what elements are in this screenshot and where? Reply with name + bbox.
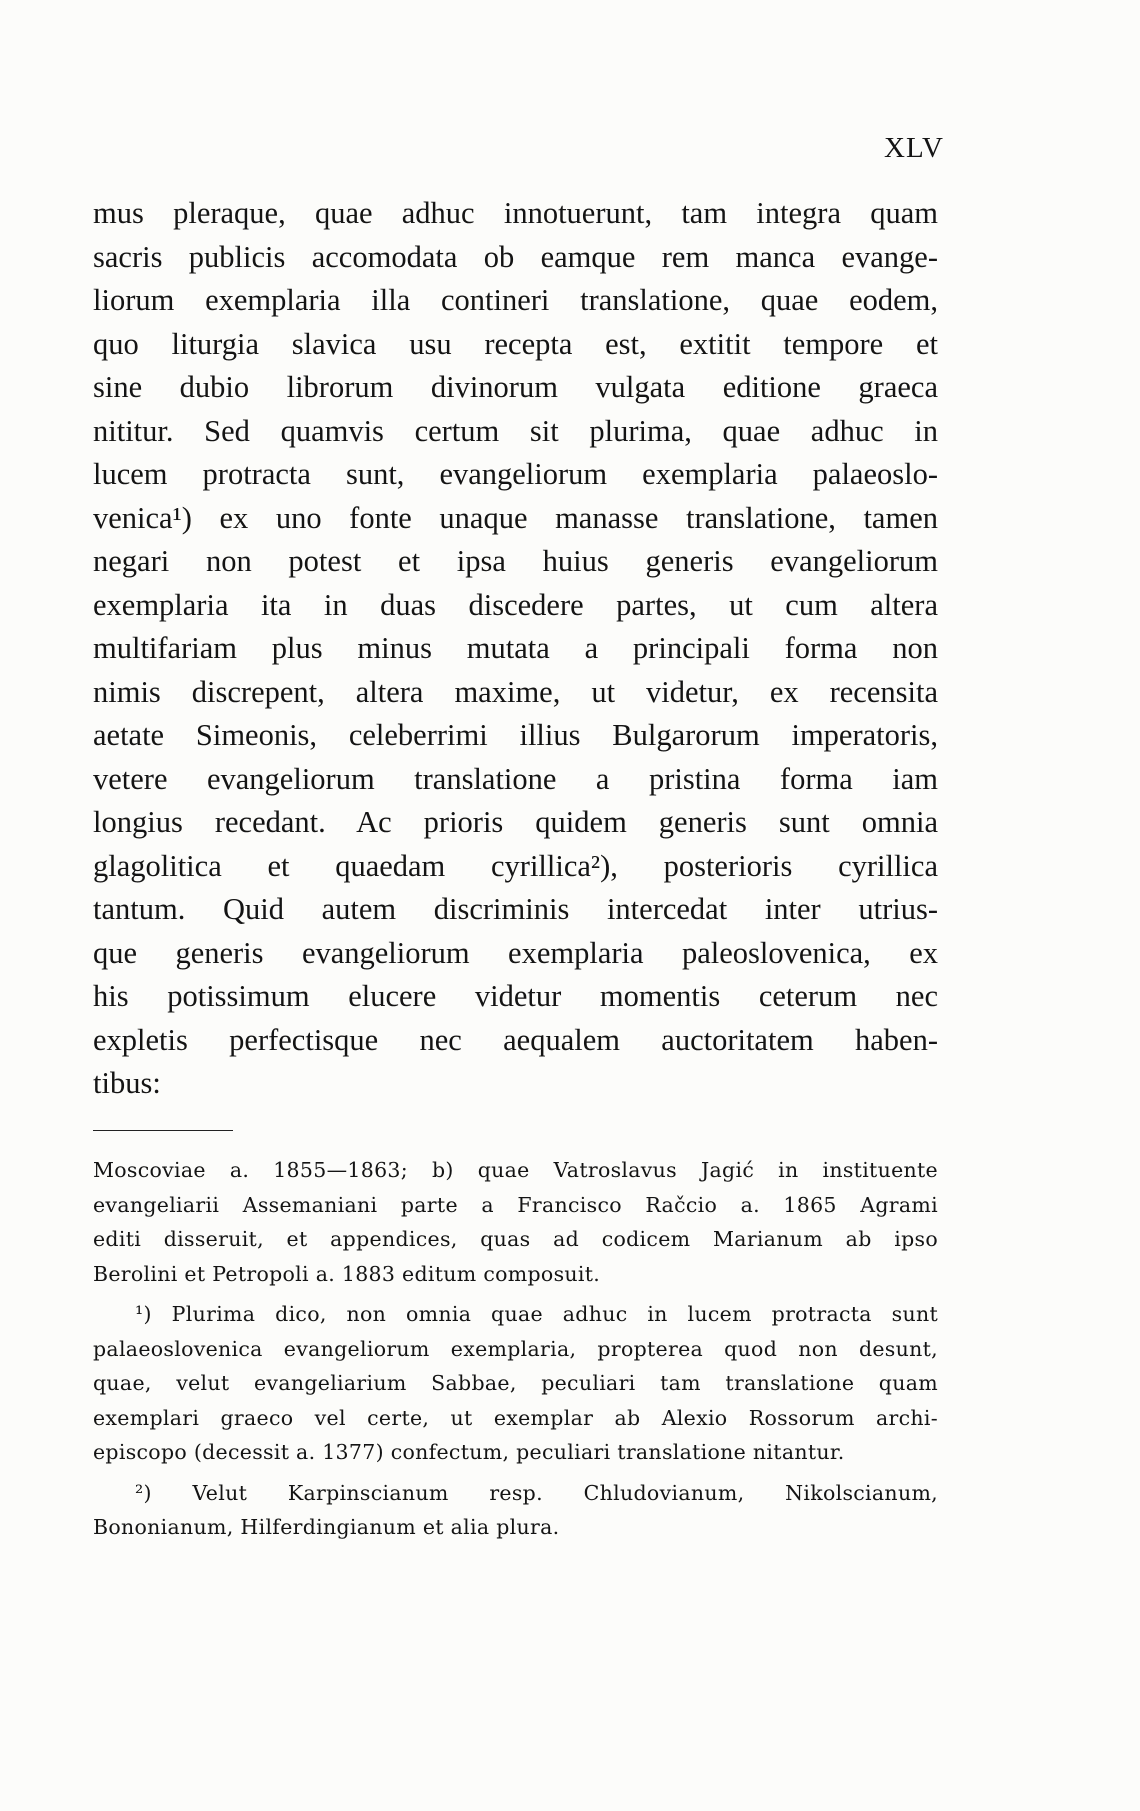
text-line: longius recedant. Ac prioris quidem generis sunt omnia (93, 805, 938, 839)
page-number: XLV (884, 132, 944, 164)
text-line: vetere evangeliorum translatione a pristina forma iam (93, 761, 938, 796)
footnote-line: editi disseruit, et appendices, quas ad codicem Marianum ab ipso (93, 1227, 938, 1251)
text-line: quo liturgia slavica usu recepta est, extitit tempore et (93, 326, 938, 361)
text-line: liorum exemplaria illa contineri translatione, quae eodem, (93, 283, 938, 317)
footnote-2-line: ²) Velut Karpinscianum resp. Chludovianum, Nikolscianum, (135, 1480, 938, 1505)
text-line: expletis perfectisque nec aequalem auctoritatem haben- (93, 1022, 938, 1057)
text-line: tibus: (93, 1066, 161, 1100)
footnote-1-line: ¹) Plurima dico, non omnia quae adhuc in lucem protracta sunt (135, 1302, 938, 1326)
text-line: lucem protracta sunt, evangeliorum exemplaria palaeoslo- (93, 457, 938, 491)
footnote-1-line: quae, velut evangeliarium Sabbae, peculiari tam translatione quam (93, 1371, 938, 1395)
text-line: multifariam plus minus mutata a principali forma non (93, 631, 938, 665)
text-line: his potissimum elucere videtur momentis ceterum nec (93, 979, 938, 1013)
main-text (93, 192, 938, 1106)
text-line: venica¹) ex uno fonte unaque manasse translatione, tamen (93, 500, 938, 535)
text-line: nimis discrepent, altera maxime, ut videtur, ex recensita (93, 674, 938, 709)
text-line: exemplaria ita in duas discedere partes, ut cum altera (93, 587, 938, 622)
text-line: mus pleraque, quae adhuc innotuerunt, tam integra quam (93, 196, 938, 230)
text-line: negari non potest et ipsa huius generis evangeliorum (93, 544, 938, 578)
footnote-line: evangeliarii Assemaniani parte a Francisco Račcio a. 1865 Agrami (93, 1192, 938, 1217)
footnote-2-line: Bononianum, Hilferdingianum et alia plura. (93, 1515, 560, 1539)
footnote-1-line: episcopo (decessit a. 1377) confectum, peculiari translatione nitantur. (93, 1440, 845, 1464)
footnote-divider (93, 1130, 233, 1131)
text-line: tantum. Quid autem discriminis intercedat inter utrius- (93, 892, 938, 926)
text-line: sacris publicis accomodata ob eamque rem manca evange- (93, 239, 938, 274)
footnote-1-line: exemplari graeco vel certe, ut exemplar ab Alexio Rossorum archi- (93, 1405, 938, 1430)
footnote-line: Berolini et Petropoli a. 1883 editum composuit. (93, 1261, 601, 1286)
footnote-line: Moscoviae a. 1855—1863; b) quae Vatroslavus Jagić in instituente (93, 1158, 938, 1182)
text-line: aetate Simeonis, celeberrimi illius Bulgarorum imperatoris, (93, 718, 938, 752)
text-line: sine dubio librorum divinorum vulgata editione graeca (93, 370, 938, 404)
footnotes (93, 1153, 938, 1545)
text-line: nititur. Sed quamvis certum sit plurima, quae adhuc in (93, 413, 938, 448)
text-line: glagolitica et quaedam cyrillica²), posterioris cyrillica (93, 848, 938, 883)
text-line: que generis evangeliorum exemplaria paleoslovenica, ex (93, 935, 938, 970)
footnote-1-line: palaeoslovenica evangeliorum exemplaria, propterea quod non desunt, (93, 1336, 938, 1361)
